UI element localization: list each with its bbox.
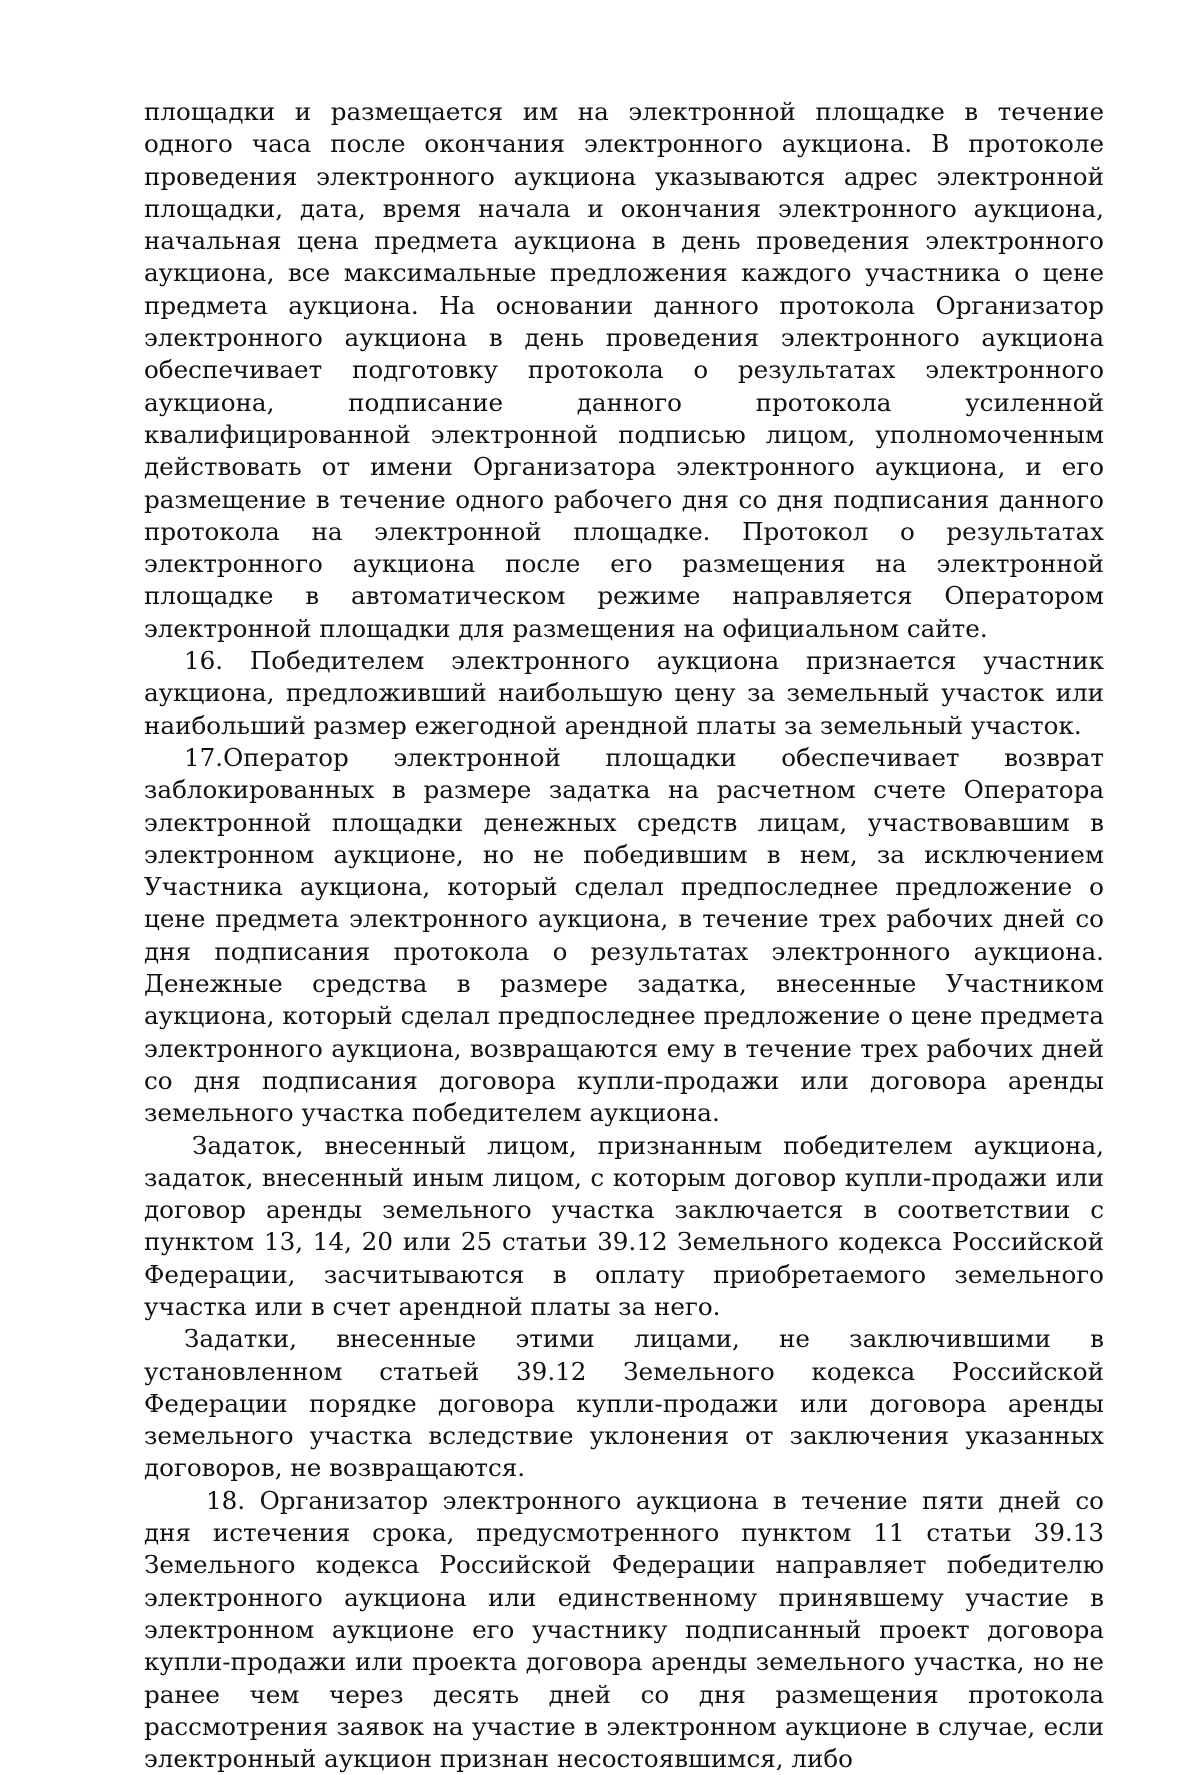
paragraph-deposit-not-returned: Задатки, внесенные этими лицами, не заключившими в установленном статьей 39.12 Земельного кодекса Российской Федерации порядке договора купли-продажи или договора аренды земельного участка вследствие уклонения от заключения указанных договоров, не возвращаются. bbox=[144, 1324, 1104, 1483]
paragraph-deposit-credited: Задаток, внесенный лицом, признанным победителем аукциона, задаток, внесенный иным лицом, с которым договор купли-продажи или договор аренды земельного участка заключается в соответствии с пунктом 13, 14, 20 или 25 статьи 39.12 Земельного кодекса Российской Федерации, засчитываются в оплату приобретаемого земельного участка или в счет арендной платы за него. bbox=[144, 1130, 1104, 1321]
paragraph-protocol-continuation: площадки и размещается им на электронной площадке в течение одного часа после окончания электронного аукциона. В протоколе проведения электронного аукциона указываются адрес электронной площадки, дата, время начала и окончания электронного аукциона, начальная цена предмета аукциона в день проведения электронного аукциона, все максимальные предложения каждого участника о цене предмета аукциона. На основании данного протокола Организатор электронного аукциона в день проведения электронного аукциона обеспечивает подготовку протокола о результатах электронного аукциона, подписание данного протокола усиленной квалифицированной электронной подписью лицом, уполномоченным действовать от имени Организатора электронного аукциона, и его размещение в течение одного рабочего дня со дня подписания данного протокола на электронной площадке. Протокол о результатах электронного аукциона после его размещения на электронной площадке в автоматическом режиме направляется Оператором электронной площадки для размещения на официальном сайте. bbox=[144, 97, 1104, 643]
paragraph-16-winner: 16. Победителем электронного аукциона признается участник аукциона, предложивший наибольшую цену за земельный участок или наибольший размер ежегодной арендной платы за земельный участок. bbox=[144, 646, 1104, 740]
paragraph-17-deposit-return: 17.Оператор электронной площадки обеспечивает возврат заблокированных в размере задатка на расчетном счете Оператора электронной площадки денежных средств лицам, участвовавшим в электронном аукционе, но не победившим в нем, за исключением Участника аукциона, который сделал предпоследнее предложение о цене предмета электронного аукциона, в течение трех рабочих дней со дня подписания протокола о результатах электронного аукциона. Денежные средства в размере задатка, внесенные Участником аукциона, который сделал предпоследнее предложение о цене предмета электронного аукциона, возвращаются ему в течение трех рабочих дней со дня подписания договора купли-продажи или договора аренды земельного участка победителем аукциона. bbox=[144, 742, 1104, 1128]
document-body bbox=[144, 96, 1104, 1775]
paragraph-18-contract-sending: 18. Организатор электронного аукциона в течение пяти дней со дня истечения срока, предусмотренного пунктом 11 статьи 39.13 Земельного кодекса Российской Федерации направляет победителю электронного аукциона или единственному принявшему участие в электронном аукционе его участнику подписанный проект договора купли-продажи или проекта договора аренды земельного участка, но не ранее чем через десять дней со дня размещения протокола рассмотрения заявок на участие в электронном аукционе в случае, если электронный аукцион признан несостоявшимся, либо bbox=[144, 1485, 1104, 1774]
